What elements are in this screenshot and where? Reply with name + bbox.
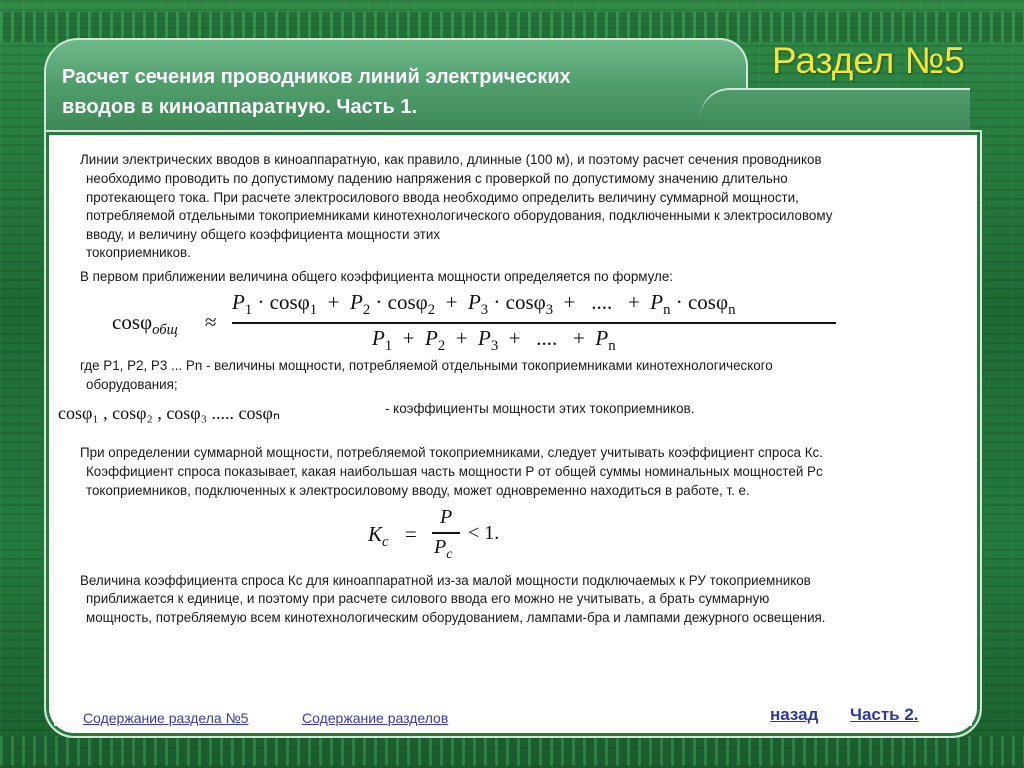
formula-denominator (372, 326, 616, 355)
formula-numerator-token: 3 (480, 302, 489, 319)
formula-numerator-token: · cos (670, 290, 716, 314)
formula-numerator-token: φ (415, 290, 428, 314)
formula-numerator-token: n (663, 302, 671, 319)
text-line: мощность, потребляемую всем кинотехнологическим оборудованием, лампами-бра и лампами дежурного освещения. (86, 610, 826, 625)
text-line: При определении суммарной мощности, потребляемой токоприемниками, следует учитывать коэффициент спроса Кс. (80, 445, 823, 460)
formula-numerator-token: + (435, 290, 468, 314)
formula-numerator-token: φ (533, 290, 546, 314)
text-line: Коэффициент спроса показывает, какая наибольшая часть мощности Р от общей суммы номинальных мощностей Рс (86, 464, 823, 479)
cos-description: - коэффициенты мощности этих токоприемников. (385, 401, 695, 416)
formula-denominator-token: n (608, 338, 616, 355)
formula-denominator-token: P (478, 326, 491, 350)
formula-numerator-token: φ (297, 290, 310, 314)
section-contents-link[interactable]: Содержание раздела №5 (83, 710, 249, 726)
text-line: вводу, и величину общего коэффициента мощности этих (86, 227, 441, 242)
text-line: оборудования; (86, 377, 178, 392)
formula-numerator-token: P (467, 290, 481, 314)
text-line: необходимо проводить по допустимому падению напряжения с проверкой по допустимому значению длительно (86, 171, 788, 186)
back-link[interactable]: назад (770, 705, 819, 724)
all-sections-contents-link[interactable]: Содержание разделов (302, 710, 449, 726)
formula-denominator-token: 2 (437, 338, 446, 355)
formula2-lhs-sub: c (382, 534, 389, 551)
section-title: Раздел №5 (772, 40, 965, 81)
formula-fraction-line (232, 322, 836, 324)
formula-approx: ≈ (205, 310, 217, 334)
formula-numerator-token: φ (715, 290, 729, 314)
formula-numerator-token: + (317, 290, 350, 314)
text-line: токоприемников, подключенных к электросиловому вводу, может одновременно находиться в работе, т. е. (86, 483, 750, 498)
formula-numerator-token: · cos (252, 290, 298, 314)
formula-numerator-token: 2 (362, 302, 371, 319)
formula2-num (440, 506, 452, 529)
formula-numerator-token: 2 (427, 302, 436, 319)
formula-denominator-token: + (392, 326, 426, 350)
formula-denominator-token: + .... + (498, 326, 596, 350)
text-line: протекающего тока. При расчете электросилового ввода необходимо определить величину суммарной мощности, (86, 190, 799, 205)
formula-denominator-token: P (425, 326, 438, 350)
formula-numerator-token: · cos (370, 290, 416, 314)
formula2-lhs-k: K (368, 522, 383, 546)
formula-lhs-cos: cos (112, 310, 140, 334)
formula-numerator-token: n (728, 302, 736, 319)
formula-numerator-token: + .... + (553, 290, 651, 314)
background-stripes-bottom (0, 736, 1024, 766)
text-line: приближается к единице, и поэтому при расчете силового ввода его можно не учитывать, а брать суммарную (86, 591, 770, 606)
formula-lhs (112, 310, 178, 339)
page-title-line: вводов в киноаппаратную. Часть 1. (62, 96, 418, 118)
formula-lhs-sub: общ (152, 322, 178, 339)
text-line: Величина коэффициента спроса Кс для киноаппаратной из-за малой мощности подключаемых к РУ токоприемников (80, 573, 811, 588)
text-line: токоприемников. (86, 245, 191, 260)
paragraph-2: В первом приближении величина общего коэффициента мощности определяется по формуле: (80, 269, 674, 284)
formula-lhs-phi: φ (140, 310, 153, 334)
formula-denominator-token: P (372, 326, 385, 350)
formula2-den-p: P (434, 536, 447, 558)
formula2-eq: = (405, 522, 417, 546)
formula-numerator-token: 3 (545, 302, 554, 319)
formula-numerator-token: P (349, 290, 363, 314)
formula-numerator-token: 1 (244, 302, 253, 319)
formula2-rhs: < 1. (468, 522, 500, 544)
page-title-line: Расчет сечения проводников линий электрических (62, 66, 571, 88)
formula-denominator-token: + (445, 326, 479, 350)
formula-denominator-token: 3 (490, 338, 499, 355)
formula-numerator-token: P (650, 290, 664, 314)
cos-list: cosφ₁ , cosφ₂ , cosφ₃ ..... cosφₙ (58, 403, 281, 423)
formula2-num-p: P (440, 506, 453, 528)
formula2-lhs (368, 522, 389, 551)
page-title (62, 62, 742, 122)
formula2-den (434, 536, 452, 563)
formula-numerator (232, 290, 735, 319)
text-line: Линии электрических вводов в киноаппаратную, как правило, длинные (100 м), и поэтому расчет сечения проводников (80, 152, 822, 167)
formula2-fraction-line (432, 532, 460, 534)
formula2-den-sub: c (446, 547, 453, 562)
formula-denominator-token: 1 (384, 338, 393, 355)
part2-link[interactable]: Часть 2. (850, 705, 919, 724)
formula-numerator-token: P (232, 290, 245, 314)
formula-numerator-token: · cos (488, 290, 534, 314)
formula-numerator-token: 1 (309, 302, 318, 319)
formula-denominator-token: P (595, 326, 609, 350)
text-line: где P1, P2, P3 ... Pn - величины мощности, потребляемой отдельными токоприемниками кинотехнологического (80, 358, 773, 373)
text-line: потребляемой отдельными токоприемниками кинотехнологического оборудования, подключенными к электросиловому (86, 208, 833, 223)
